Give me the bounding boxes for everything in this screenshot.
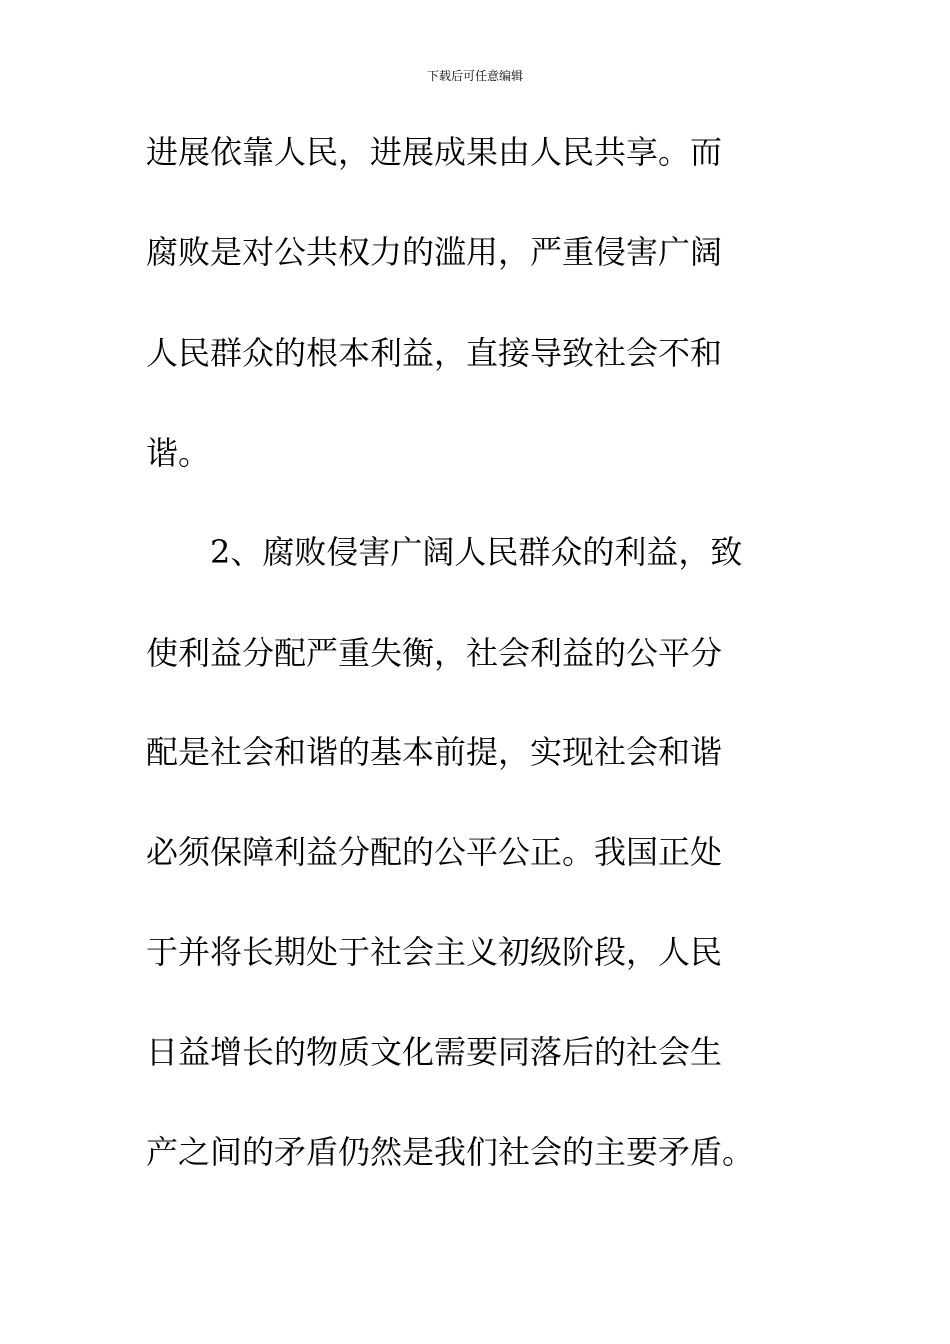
page-header-note: 下载后可任意编辑 bbox=[426, 69, 523, 83]
text-line: 于并将长期处于社会主义初级阶段，人民 bbox=[146, 933, 723, 971]
text-line: 日益增长的物质文化需要同落后的社会生 bbox=[146, 1033, 723, 1071]
text-line: 产之间的矛盾仍然是我们社会的主要矛盾。 bbox=[146, 1133, 755, 1171]
text-line: 配是社会和谐的基本前提，实现社会和谐 bbox=[146, 733, 723, 771]
text-line: 2、腐败侵害广阔人民群众的利益，致 bbox=[146, 533, 743, 571]
text-line: 谐。 bbox=[146, 434, 211, 472]
text-line: 腐败是对公共权力的滥用，严重侵害广阔 bbox=[146, 233, 723, 271]
text-line: 进展依靠人民，进展成果由人民共享。而 bbox=[146, 133, 723, 171]
text-line: 必须保障利益分配的公平公正。我国正处 bbox=[146, 833, 723, 871]
text-line: 人民群众的根本利益，直接导致社会不和 bbox=[146, 334, 723, 372]
text-line: 使利益分配严重失衡，社会利益的公平分 bbox=[146, 634, 723, 672]
